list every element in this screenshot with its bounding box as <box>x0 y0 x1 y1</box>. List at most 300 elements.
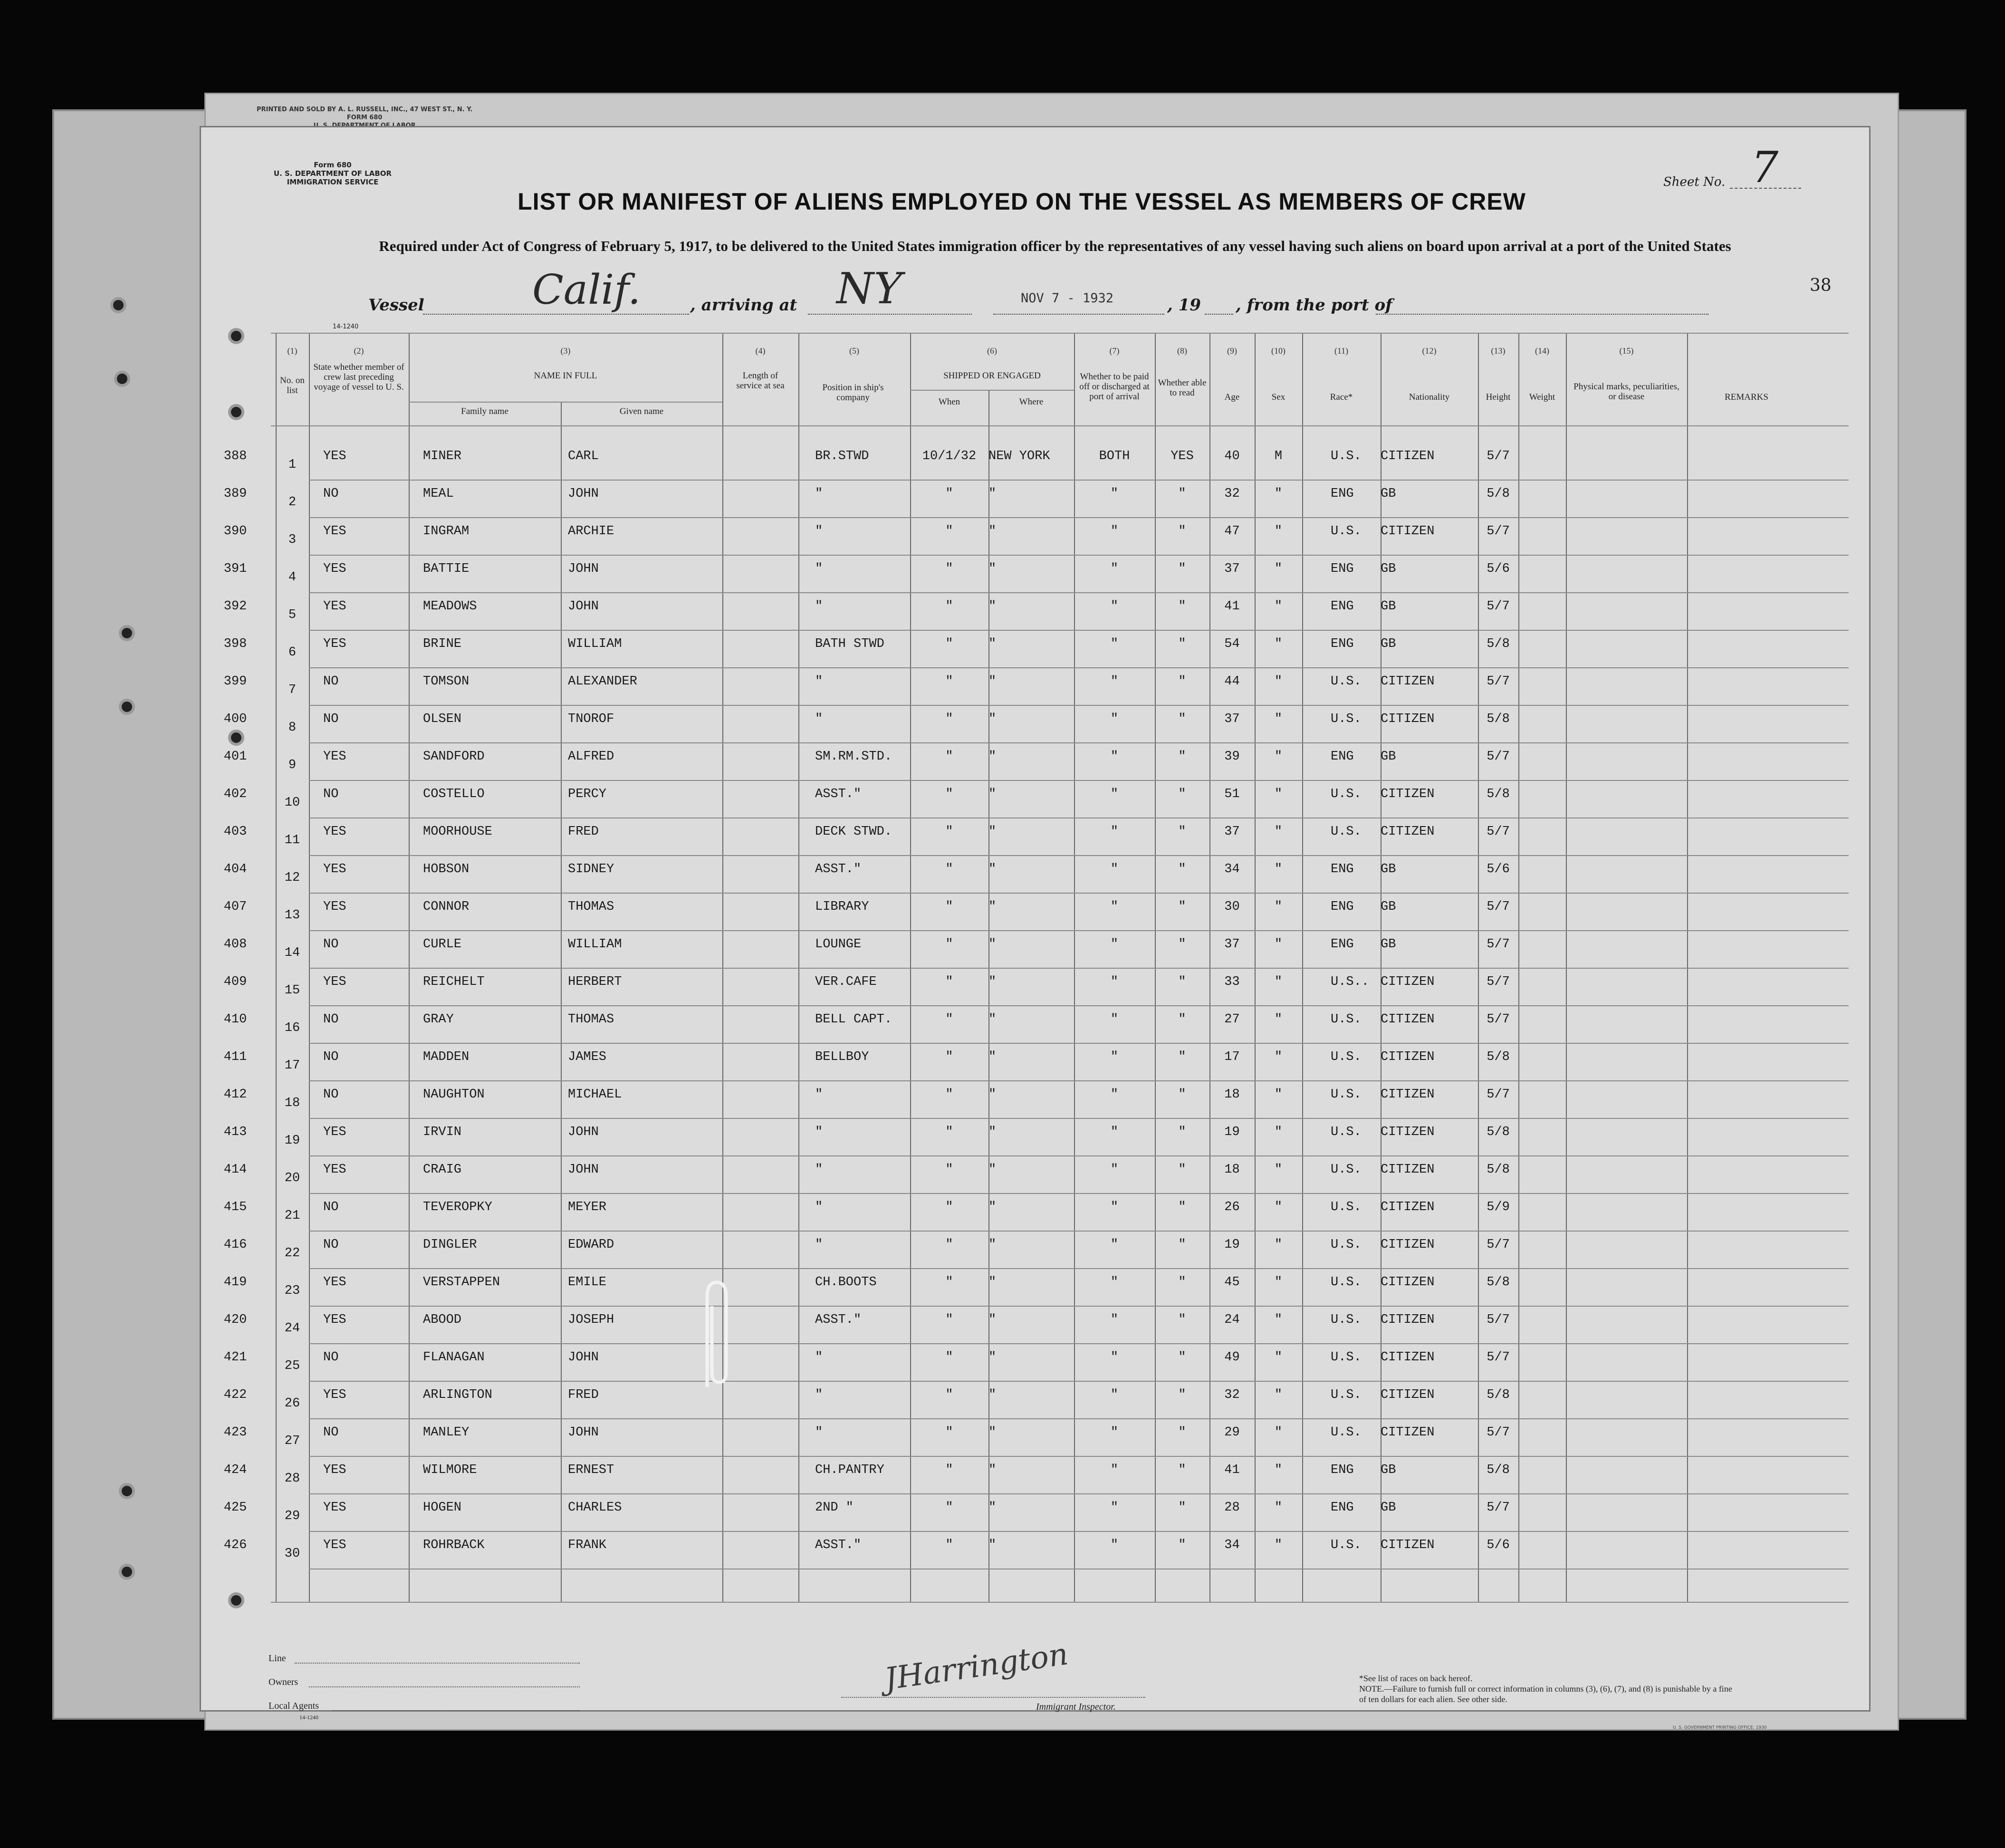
cell-when: " <box>945 1350 953 1365</box>
year-label: , 19 <box>1167 296 1201 315</box>
cell-age: 18 <box>1224 1088 1240 1102</box>
cell-where: " <box>988 1425 997 1440</box>
cell-family: MOORHOUSE <box>423 825 492 839</box>
cell-prev: YES <box>323 900 346 914</box>
cell-prev: YES <box>323 562 346 576</box>
cell-family: SANDFORD <box>423 750 485 764</box>
cell-race: U.S. <box>1331 825 1362 839</box>
cell-read: " <box>1178 1238 1186 1252</box>
cell-position: SM.RM.STD. <box>815 750 892 764</box>
cell-where: " <box>988 1050 997 1064</box>
header-given-name: Given name <box>619 406 664 416</box>
header-when: When <box>938 397 960 407</box>
cell-where: " <box>988 937 997 952</box>
cell-paid: " <box>1110 637 1119 651</box>
cell-paid: " <box>1110 1163 1119 1177</box>
cell-nat: GB <box>1381 637 1396 651</box>
cell-age: 19 <box>1224 1125 1240 1139</box>
cell-given: JOHN <box>568 599 599 614</box>
column-rule <box>1302 333 1303 1602</box>
cell-height: 5/7 <box>1487 937 1510 952</box>
cell-age: 47 <box>1224 524 1240 539</box>
row-rule <box>271 1602 1849 1603</box>
cell-prev: NO <box>323 1012 339 1027</box>
cell-nat: CITIZEN <box>1381 524 1435 539</box>
cell-race: U.S. <box>1331 1163 1362 1177</box>
row-rule <box>309 855 1849 856</box>
cell-no: 26 <box>284 1396 300 1411</box>
row-rule <box>309 1118 1849 1119</box>
cell-ref: 419 <box>223 1275 247 1290</box>
cell-prev: NO <box>323 1200 339 1214</box>
cell-sex: " <box>1274 1088 1283 1102</box>
cell-nat: CITIZEN <box>1381 449 1435 463</box>
cell-paid: " <box>1110 1501 1119 1515</box>
cell-where: " <box>988 1388 997 1402</box>
cell-height: 5/7 <box>1487 1313 1510 1327</box>
cell-no: 19 <box>284 1134 300 1148</box>
column-rule <box>1687 333 1688 1602</box>
cell-position: LOUNGE <box>815 937 862 952</box>
cell-no: 29 <box>284 1509 300 1523</box>
cell-read: " <box>1178 1200 1186 1214</box>
cell-position: " <box>815 524 823 539</box>
cell-height: 5/7 <box>1487 524 1510 539</box>
cell-race: U.S. <box>1331 1313 1362 1327</box>
cell-nat: CITIZEN <box>1381 1538 1435 1552</box>
cell-race: U.S. <box>1331 712 1362 726</box>
cell-prev: YES <box>323 1125 346 1139</box>
row-rule <box>309 1418 1849 1419</box>
cell-no: 3 <box>288 533 297 547</box>
col-number: (7) <box>1109 346 1120 356</box>
cell-nat: CITIZEN <box>1381 787 1435 801</box>
cell-race: ENG <box>1331 562 1354 576</box>
cell-paid: " <box>1110 599 1119 614</box>
cell-race: ENG <box>1331 750 1354 764</box>
cell-race: U.S. <box>1331 674 1362 689</box>
cell-family: CRAIG <box>423 1163 462 1177</box>
cell-read: " <box>1178 1313 1186 1327</box>
cell-prev: YES <box>323 750 346 764</box>
cell-given: EMILE <box>568 1275 607 1290</box>
cell-read: " <box>1178 787 1186 801</box>
row-rule <box>309 1306 1849 1307</box>
cell-paid: " <box>1110 1088 1119 1102</box>
cell-ref: 422 <box>223 1388 247 1402</box>
cell-paid: BOTH <box>1099 449 1130 463</box>
cell-no: 22 <box>284 1246 300 1261</box>
cell-position: " <box>815 1238 823 1252</box>
cell-family: ROHRBACK <box>423 1538 485 1552</box>
cell-race: U.S. <box>1331 1088 1362 1102</box>
cell-age: 41 <box>1224 1463 1240 1477</box>
cell-ref: 401 <box>223 750 247 764</box>
cell-prev: YES <box>323 1275 346 1290</box>
inspector-label: Immigrant Inspector. <box>1036 1702 1116 1712</box>
cell-no: 21 <box>284 1209 300 1223</box>
cell-when: " <box>945 1388 953 1402</box>
cell-when: " <box>945 900 953 914</box>
cell-prev: NO <box>323 487 339 501</box>
cell-family: CONNOR <box>423 900 470 914</box>
column-rule <box>1255 333 1256 1602</box>
cell-height: 5/7 <box>1487 599 1510 614</box>
cell-when: " <box>945 562 953 576</box>
row-rule <box>309 968 1849 969</box>
cell-when: " <box>945 1538 953 1552</box>
cell-given: JOHN <box>568 1163 599 1177</box>
cell-position: CH.BOOTS <box>815 1275 877 1290</box>
cell-when: " <box>945 637 953 651</box>
col-number: (10) <box>1271 346 1286 356</box>
cell-race: ENG <box>1331 900 1354 914</box>
cell-given: WILLIAM <box>568 937 622 952</box>
cell-position: " <box>815 1125 823 1139</box>
cell-where: " <box>988 825 997 839</box>
cell-age: 34 <box>1224 862 1240 876</box>
cell-height: 5/7 <box>1487 900 1510 914</box>
cell-read: " <box>1178 937 1186 952</box>
cell-sex: " <box>1274 1538 1283 1552</box>
cell-no: 5 <box>288 608 297 622</box>
footer-line-rule <box>295 1663 580 1664</box>
cell-height: 5/7 <box>1487 1238 1510 1252</box>
cell-paid: " <box>1110 1050 1119 1064</box>
cell-read: " <box>1178 975 1186 989</box>
cell-prev: YES <box>323 862 346 876</box>
col-number: (15) <box>1619 346 1634 356</box>
cell-age: 41 <box>1224 599 1240 614</box>
cell-height: 5/8 <box>1487 1275 1510 1290</box>
cell-read: " <box>1178 1012 1186 1027</box>
cell-no: 10 <box>284 796 300 810</box>
cell-ref: 412 <box>223 1088 247 1102</box>
cell-position: " <box>815 1388 823 1402</box>
cell-ref: 398 <box>223 637 247 651</box>
col-number: (6) <box>987 346 997 356</box>
cell-sex: " <box>1274 674 1283 689</box>
gpo-imprint: U. S. GOVERNMENT PRINTING OFFICE: 1930 <box>1673 1725 1767 1730</box>
cell-where: " <box>988 1238 997 1252</box>
col-number: (2) <box>354 346 364 356</box>
column-rule <box>309 333 310 1602</box>
cell-no: 15 <box>284 983 300 998</box>
cell-race: U.S. <box>1331 1350 1362 1365</box>
cell-where: " <box>988 524 997 539</box>
cell-family: MADDEN <box>423 1050 470 1064</box>
cell-height: 5/6 <box>1487 562 1510 576</box>
cell-ref: 414 <box>223 1163 247 1177</box>
form-number: Form 680 <box>314 161 352 169</box>
row-rule <box>309 1493 1849 1494</box>
cell-race: U.S. <box>1331 1388 1362 1402</box>
cell-race: ENG <box>1331 599 1354 614</box>
cell-paid: " <box>1110 1238 1119 1252</box>
cell-age: 18 <box>1224 1163 1240 1177</box>
cell-family: INGRAM <box>423 524 470 539</box>
cell-sex: " <box>1274 1463 1283 1477</box>
footer-agents-label: Local Agents <box>269 1701 319 1711</box>
cell-ref: 409 <box>223 975 247 989</box>
cell-nat: CITIZEN <box>1381 1012 1435 1027</box>
header-physical-marks: Physical marks, peculiarities, or disease <box>1573 382 1679 402</box>
column-rule <box>910 333 911 1602</box>
cell-race: U.S. <box>1331 1238 1362 1252</box>
cell-no: 1 <box>288 458 297 472</box>
cell-ref: 413 <box>223 1125 247 1139</box>
cell-position: " <box>815 487 823 501</box>
cell-where: " <box>988 900 997 914</box>
cell-when: " <box>945 862 953 876</box>
cell-read: " <box>1178 637 1186 651</box>
cell-family: ARLINGTON <box>423 1388 492 1402</box>
cell-family: HOGEN <box>423 1501 462 1515</box>
cell-when: " <box>945 712 953 726</box>
cell-sex: " <box>1274 937 1283 952</box>
cell-read: " <box>1178 1125 1186 1139</box>
row-rule <box>409 402 722 403</box>
cell-position: BELLBOY <box>815 1050 869 1064</box>
cell-position: BATH STWD <box>815 637 884 651</box>
cell-given: EDWARD <box>568 1238 614 1252</box>
cell-family: MEAL <box>423 487 454 501</box>
cell-ref: 402 <box>223 787 247 801</box>
cell-sex: " <box>1274 487 1283 501</box>
cell-height: 5/7 <box>1487 1425 1510 1440</box>
cell-age: 17 <box>1224 1050 1240 1064</box>
cell-position: CH.PANTRY <box>815 1463 884 1477</box>
cell-race: U.S. <box>1331 1125 1362 1139</box>
row-rule <box>309 517 1849 518</box>
cell-given: SIDNEY <box>568 862 614 876</box>
cell-age: 37 <box>1224 937 1240 952</box>
cell-given: CHARLES <box>568 1501 622 1515</box>
cell-read: " <box>1178 1088 1186 1102</box>
cell-read: " <box>1178 712 1186 726</box>
cell-position: " <box>815 1088 823 1102</box>
cell-ref: 411 <box>223 1050 247 1064</box>
cell-prev: YES <box>323 1463 346 1477</box>
cell-given: TNOROF <box>568 712 614 726</box>
from-label: , from the port of <box>1236 296 1392 315</box>
row-rule <box>271 425 1849 426</box>
cell-height: 5/7 <box>1487 750 1510 764</box>
cell-sex: " <box>1274 1350 1283 1365</box>
cell-race: ENG <box>1331 862 1354 876</box>
cell-age: 32 <box>1224 1388 1240 1402</box>
cell-height: 5/7 <box>1487 1088 1510 1102</box>
cell-race: U.S. <box>1331 1425 1362 1440</box>
cell-ref: 423 <box>223 1425 247 1440</box>
cell-sex: " <box>1274 1501 1283 1515</box>
cell-nat: CITIZEN <box>1381 975 1435 989</box>
cell-no: 25 <box>284 1359 300 1373</box>
document-subtitle: Required under Act of Congress of February 5, 1917, to be delivered to the United States immigration officer by the representatives of any vessel having such aliens on board upon arrival at a port of the United States <box>379 238 1731 254</box>
cell-sex: " <box>1274 562 1283 576</box>
cell-age: 34 <box>1224 1538 1240 1552</box>
cell-position: BR.STWD <box>815 449 869 463</box>
cell-given: THOMAS <box>568 900 614 914</box>
cell-age: 24 <box>1224 1313 1240 1327</box>
cell-paid: " <box>1110 1200 1119 1214</box>
cell-ref: 410 <box>223 1012 247 1027</box>
cell-prev: NO <box>323 1238 339 1252</box>
header-position: Position in ship's company <box>822 383 884 403</box>
cell-when: " <box>945 487 953 501</box>
cell-nat: CITIZEN <box>1381 674 1435 689</box>
cell-age: 33 <box>1224 975 1240 989</box>
row-rule <box>910 390 1074 391</box>
cell-where: " <box>988 562 997 576</box>
cell-when: " <box>945 1313 953 1327</box>
cell-paid: " <box>1110 1125 1119 1139</box>
cell-nat: GB <box>1381 1501 1396 1515</box>
cell-given: HERBERT <box>568 975 622 989</box>
cell-family: HOBSON <box>423 862 470 876</box>
cell-height: 5/8 <box>1487 1125 1510 1139</box>
col-number: (13) <box>1491 346 1506 356</box>
cell-sex: " <box>1274 975 1283 989</box>
row-rule <box>309 893 1849 894</box>
cell-position: 2ND " <box>815 1501 854 1515</box>
cell-when: " <box>945 1275 953 1290</box>
cell-race: U.S. <box>1331 1275 1362 1290</box>
sheet-number: 7 <box>1751 143 1779 192</box>
row-rule <box>309 1155 1849 1156</box>
row-rule <box>309 555 1849 556</box>
cell-height: 5/8 <box>1487 787 1510 801</box>
cell-nat: CITIZEN <box>1381 1425 1435 1440</box>
cell-height: 5/8 <box>1487 1463 1510 1477</box>
cell-paid: " <box>1110 1275 1119 1290</box>
cell-height: 5/6 <box>1487 862 1510 876</box>
footer-agents-code: 14-1240 <box>299 1714 318 1721</box>
cell-given: MICHAEL <box>568 1088 622 1102</box>
cell-race: U.S. <box>1331 449 1362 463</box>
cell-where: " <box>988 1275 997 1290</box>
cell-paid: " <box>1110 1463 1119 1477</box>
cell-where: " <box>988 1163 997 1177</box>
header-name-in-full: NAME IN FULL <box>534 371 597 381</box>
cell-read: " <box>1178 1463 1186 1477</box>
header-weight: Weight <box>1529 392 1555 402</box>
cell-sex: " <box>1274 1012 1283 1027</box>
cell-height: 5/7 <box>1487 674 1510 689</box>
cell-height: 5/8 <box>1487 1163 1510 1177</box>
cell-height: 5/7 <box>1487 1012 1510 1027</box>
cell-height: 5/7 <box>1487 975 1510 989</box>
cell-prev: NO <box>323 674 339 689</box>
header-no-on-list: No. on list <box>280 375 305 395</box>
cell-where: " <box>988 1088 997 1102</box>
column-rule <box>1155 333 1156 1602</box>
cell-nat: GB <box>1381 562 1396 576</box>
cell-read: " <box>1178 1163 1186 1177</box>
cell-given: JOHN <box>568 1425 599 1440</box>
cell-where: " <box>988 1501 997 1515</box>
cell-where: " <box>988 862 997 876</box>
cell-where: " <box>988 712 997 726</box>
cell-read: YES <box>1170 449 1194 463</box>
column-rule <box>798 333 799 1602</box>
cell-when: " <box>945 1050 953 1064</box>
cell-paid: " <box>1110 487 1119 501</box>
row-rule <box>309 1043 1849 1044</box>
cell-paid: " <box>1110 787 1119 801</box>
cell-race: U.S.. <box>1331 975 1370 989</box>
printer-line-2: FORM 680 <box>346 114 383 121</box>
cell-age: 19 <box>1224 1238 1240 1252</box>
row-rule <box>309 780 1849 781</box>
cell-height: 5/7 <box>1487 449 1510 463</box>
cell-position: LIBRARY <box>815 900 869 914</box>
cell-paid: " <box>1110 1313 1119 1327</box>
fine-note: NOTE.—Failure to furnish full or correct information in columns (3), (6), (7), and (8) is punishable by a fine of ten dollars for each alien. See other side. <box>1359 1684 1732 1704</box>
cell-height: 5/8 <box>1487 1388 1510 1402</box>
cell-nat: GB <box>1381 900 1396 914</box>
cell-family: VERSTAPPEN <box>423 1275 500 1290</box>
cell-nat: CITIZEN <box>1381 1313 1435 1327</box>
cell-given: JOHN <box>568 562 599 576</box>
cell-when: " <box>945 1501 953 1515</box>
column-rule <box>276 333 277 1602</box>
cell-no: 13 <box>284 908 300 923</box>
cell-no: 24 <box>284 1321 300 1336</box>
cell-nat: CITIZEN <box>1381 712 1435 726</box>
cell-ref: 407 <box>223 900 247 914</box>
col-number: (5) <box>849 346 859 356</box>
column-rule <box>1518 333 1519 1602</box>
cell-nat: CITIZEN <box>1381 1350 1435 1365</box>
cell-nat: CITIZEN <box>1381 1238 1435 1252</box>
row-rule <box>309 1456 1849 1457</box>
cell-prev: YES <box>323 1501 346 1515</box>
cell-paid: " <box>1110 750 1119 764</box>
cell-nat: CITIZEN <box>1381 1200 1435 1214</box>
cell-height: 5/7 <box>1487 1350 1510 1365</box>
cell-paid: " <box>1110 524 1119 539</box>
row-rule <box>309 1268 1849 1269</box>
header-sex: Sex <box>1271 392 1286 402</box>
cell-prev: YES <box>323 1163 346 1177</box>
cell-sex: " <box>1274 1125 1283 1139</box>
column-rule <box>1478 333 1479 1602</box>
col-number: (4) <box>755 346 766 356</box>
cell-family: WILMORE <box>423 1463 477 1477</box>
cell-paid: " <box>1110 1350 1119 1365</box>
cell-race: ENG <box>1331 487 1354 501</box>
vessel-value: Calif. <box>532 266 641 314</box>
header-shipped-engaged: SHIPPED OR ENGAGED <box>943 371 1041 381</box>
cell-position: ASST." <box>815 1313 862 1327</box>
cell-where: " <box>988 1313 997 1327</box>
cell-nat: CITIZEN <box>1381 1388 1435 1402</box>
cell-prev: YES <box>323 1538 346 1552</box>
cell-race: U.S. <box>1331 787 1362 801</box>
cell-ref: 400 <box>223 712 247 726</box>
row-rule <box>309 1080 1849 1081</box>
cell-when: " <box>945 825 953 839</box>
cell-where: " <box>988 750 997 764</box>
cell-height: 5/9 <box>1487 1200 1510 1214</box>
cell-ref: 390 <box>223 524 247 539</box>
cell-age: 28 <box>1224 1501 1240 1515</box>
column-rule <box>1566 333 1567 1602</box>
cell-where: " <box>988 637 997 651</box>
col-number: (9) <box>1227 346 1237 356</box>
row-rule <box>309 1343 1849 1344</box>
